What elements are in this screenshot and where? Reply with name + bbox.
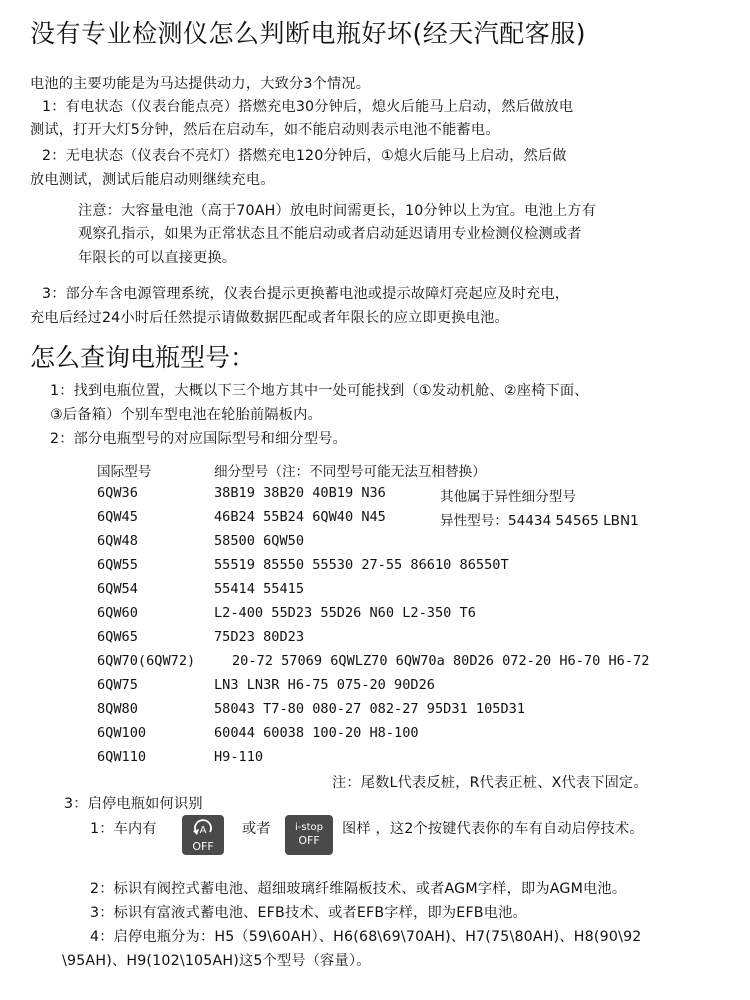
istop-off-icon xyxy=(285,815,333,855)
efb-line: 3：标识有富液式蓄电池、EFB技术、或者EFB字样，即为EFB电池。 xyxy=(90,905,527,921)
case2-line1: 2：无电状态（仪表台不亮灯）搭燃充电120分钟后，①熄火后能马上启动，然后做 xyxy=(42,148,567,164)
table-row-model: 6QW110 xyxy=(97,749,147,765)
table-row-sub: 58043 T7-80 080-27 082-27 95D31 105D31 xyxy=(214,701,525,717)
table-header-model: 国际型号 xyxy=(97,464,152,480)
note-line2: 观察孔指示，如果为正常状态且不能启动或者启动延迟请用专业检测仪检测或者 xyxy=(78,226,582,242)
table-row-model: 6QW45 xyxy=(97,509,138,525)
table-row-model: 6QW75 xyxy=(97,677,138,693)
table-row-sub: 55414 55415 xyxy=(214,581,305,597)
table-row-sub: H9-110 xyxy=(214,749,264,765)
table-row-sub: 20-72 57069 6QWLZ70 6QW70a 80D26 072-20 H6-70 H6-72 xyxy=(232,653,650,669)
types-line1: 4：启停电瓶分为：H5（59\60AH）、H6(68\69\70AH)、H7(75\80AH)、H8(90\92 xyxy=(90,929,642,945)
table-header-sub: 细分型号（注：不同型号可能无法互相替换） xyxy=(214,464,486,480)
note-line1: 注意：大容量电池（高于70AH）放电时间需更长，10分钟以上为宜。电池上方有 xyxy=(78,203,597,219)
table-row-extra: 其他属于异性细分型号 xyxy=(440,489,576,505)
auto-icon-letter: A xyxy=(199,825,207,836)
table-row-sub: 58500 6QW50 xyxy=(214,533,305,549)
start-stop-title: 3：启停电瓶如何识别 xyxy=(64,796,203,812)
section-title-query-model: 怎么查询电瓶型号： xyxy=(30,343,256,372)
note-line3: 年限长的可以直接更换。 xyxy=(78,250,237,266)
start-stop-line1-b: 或者 xyxy=(242,821,271,837)
case2-line2: 放电测试，测试后能启动则继续充电。 xyxy=(30,172,275,188)
intro-text: 电池的主要功能是为马达提供动力，大致分3个情况。 xyxy=(30,76,371,92)
auto-icon-off-label: OFF xyxy=(192,840,214,853)
agm-line: 2：标识有阀控式蓄电池、超细玻璃纤维隔板技术、或者AGM字样，即为AGM电池。 xyxy=(90,881,627,897)
table-row-model: 6QW65 xyxy=(97,629,138,645)
find-line3: 2：部分电瓶型号的对应国际型号和细分型号。 xyxy=(50,431,347,447)
table-row-model: 6QW100 xyxy=(97,725,147,741)
table-row-sub: 46B24 55B24 6QW40 N45 xyxy=(214,509,386,525)
find-line1: 1：找到电瓶位置，大概以下三个地方其中一处可能找到（①发动机舱、②座椅下面、 xyxy=(50,383,589,399)
table-row-model: 6QW48 xyxy=(97,533,138,549)
table-row-sub: L2-400 55D23 55D26 N60 L2-350 T6 xyxy=(214,605,476,621)
table-row-model: 8QW80 xyxy=(97,701,138,717)
table-row-model: 6QW55 xyxy=(97,557,138,573)
table-row-sub: 55519 85550 55530 27-55 86610 86550T xyxy=(214,557,509,573)
table-row-model: 6QW36 xyxy=(97,485,138,501)
case3-line2: 充电后经过24小时后任然提示请做数据匹配或者年限长的应立即更换电池。 xyxy=(30,310,509,326)
case1-line2: 测试，打开大灯5分钟，然后在启动车，如不能启动则表示电池不能蓄电。 xyxy=(30,122,500,138)
table-row-model: 6QW54 xyxy=(97,581,138,597)
auto-start-stop-arrow-icon xyxy=(182,815,224,841)
case1-line1: 1：有电状态（仪表台能点亮）搭燃充电30分钟后，熄火后能马上启动，然后做放电 xyxy=(42,99,574,115)
find-line2: ③后备箱）个别车型电池在轮胎前隔板内。 xyxy=(50,407,322,423)
start-stop-line1-c: 图样 ，这2个按键代表你的车有自动启停技术。 xyxy=(342,821,644,837)
table-row-sub: 75D23 80D23 xyxy=(214,629,305,645)
case3-line1: 3：部分车含电源管理系统，仪表台提示更换蓄电池或提示故障灯亮起应及时充电， xyxy=(42,286,570,302)
table-row-sub: LN3 LN3R H6-75 075-20 90D26 xyxy=(214,677,435,693)
table-row-extra: 异性型号：54434 54565 LBN1 xyxy=(440,513,639,529)
istop-icon-top-label: i-stop xyxy=(295,822,323,833)
table-row-model: 6QW70(6QW72) xyxy=(97,653,196,669)
table-row-sub: 38B19 38B20 40B19 N36 xyxy=(214,485,386,501)
start-stop-line1-a: 1：车内有 xyxy=(90,821,157,837)
istop-icon-off-label: OFF xyxy=(298,834,320,847)
tail-note: 注：尾数L代表反桩，R代表正桩、X代表下固定。 xyxy=(332,775,648,791)
page-title: 没有专业检测仪怎么判断电瓶好坏(经天汽配客服) xyxy=(30,19,587,48)
table-row-model: 6QW60 xyxy=(97,605,138,621)
auto-start-stop-icon xyxy=(182,815,224,855)
types-line2: \95AH)、H9(102\105AH)这5个型号（容量）。 xyxy=(62,953,371,969)
table-row-sub: 60044 60038 100-20 H8-100 xyxy=(214,725,419,741)
